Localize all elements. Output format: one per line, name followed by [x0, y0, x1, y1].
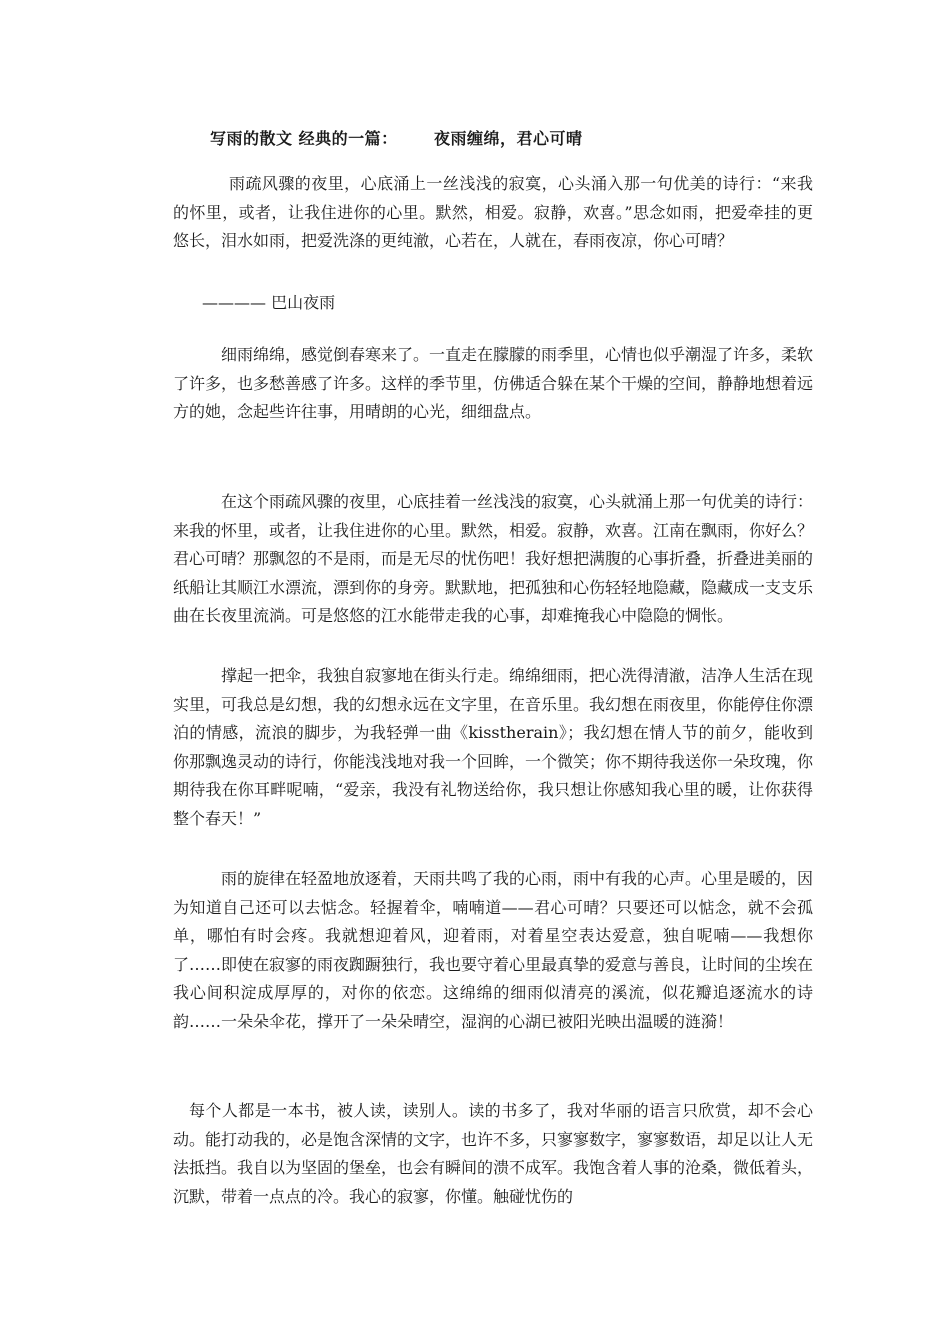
author-signature: ———— 巴山夜雨 [202, 293, 336, 312]
body-paragraph: 每个人都是一本书，被人读，读别人。读的书多了，我对华丽的语言只欣赏，却不会心动。能打动我的，必是饱含深情的文字，也许不多，只寥寥数字，寥寥数语，却足以让人无法抵挡。我自以为坚固的堡垒，也会有瞬间的溃不成军。我饱含着人事的沧桑，微低着头，沉默，带着一点点的冷。我心的寂寥，你懂。触碰忧伤的 [173, 1101, 814, 1206]
body-paragraph: 细雨绵绵，感觉倒春寒来了。一直走在朦朦的雨季里，心情也似乎潮湿了许多，柔软了许多，也多愁善感了许多。这样的季节里，仿佛适合躲在某个干燥的空间，静静地想着远方的她，念起些许往事，用晴朗的心光，细细盘点。 [173, 345, 814, 422]
document-title: 写雨的散文 经典的一篇： 夜雨缠绵，君心可晴 [210, 129, 583, 148]
body-paragraph: 雨的旋律在轻盈地放逐着，天雨共鸣了我的心雨，雨中有我的心声。心里是暖的，因为知道自己还可以去惦念。轻握着伞，喃喃道——君心可晴？只要还可以惦念，就不会孤单，哪怕有时会疼。我就想迎着风，迎着雨，对着星空表达爱意，独自呢喃——我想你了……即使在寂寥的雨夜踟蹰独行，我也要守着心里最真挚的爱意与善良，让时间的尘埃在我心间积淀成厚厚的，对你的依恋。这绵绵的细雨似清亮的溪流，似花瓣追逐流水的诗韵……一朵朵伞花，撑开了一朵朵晴空，湿润的心湖已被阳光映出温暖的涟漪！ [173, 869, 814, 1031]
body-paragraph: 撑起一把伞，我独自寂寥地在街头行走。绵绵细雨，把心洗得清澈，洁净人生活在现实里，可我总是幻想，我的幻想永远在文字里，在音乐里。我幻想在雨夜里，你能停住你漂泊的情感，流浪的脚步，为我轻弹一曲《kisstherain》；我幻想在情人节的前夕，能收到你那飘逸灵动的诗行，你能浅浅地对我一个回眸，一个微笑；你不期待我送你一朵玫瑰，你期待我在你耳畔呢喃，“爱亲，我没有礼物送给你，我只想让你感知我心里的暖，让你获得整个春天！” [173, 666, 814, 828]
body-paragraph: 在这个雨疏风骤的夜里，心底挂着一丝浅浅的寂寞，心头就涌上那一句优美的诗行：来我的怀里，或者，让我住进你的心里。默然，相爱。寂静，欢喜。江南在飘雨，你好么？君心可晴？那飘忽的不是雨，而是无尽的忧伤吧！我好想把满腹的心事折叠，折叠进美丽的纸船让其顺江水漂流，漂到你的身旁。默默地，把孤独和心伤轻轻地隐藏，隐藏成一支支乐曲在长夜里流淌。可是悠悠的江水能带走我的心事，却难掩我心中隐隐的惆怅。 [173, 492, 814, 626]
intro-paragraph: 雨疏风骤的夜里，心底涌上一丝浅浅的寂寞，心头涌入那一句优美的诗行：“来我的怀里，或者，让我住进你的心里。默然，相爱。寂静，欢喜。”思念如雨，把爱牵挂的更悠长，泪水如雨，把爱洗涤的更纯澈，心若在，人就在，春雨夜凉，你心可晴？ [173, 174, 813, 251]
